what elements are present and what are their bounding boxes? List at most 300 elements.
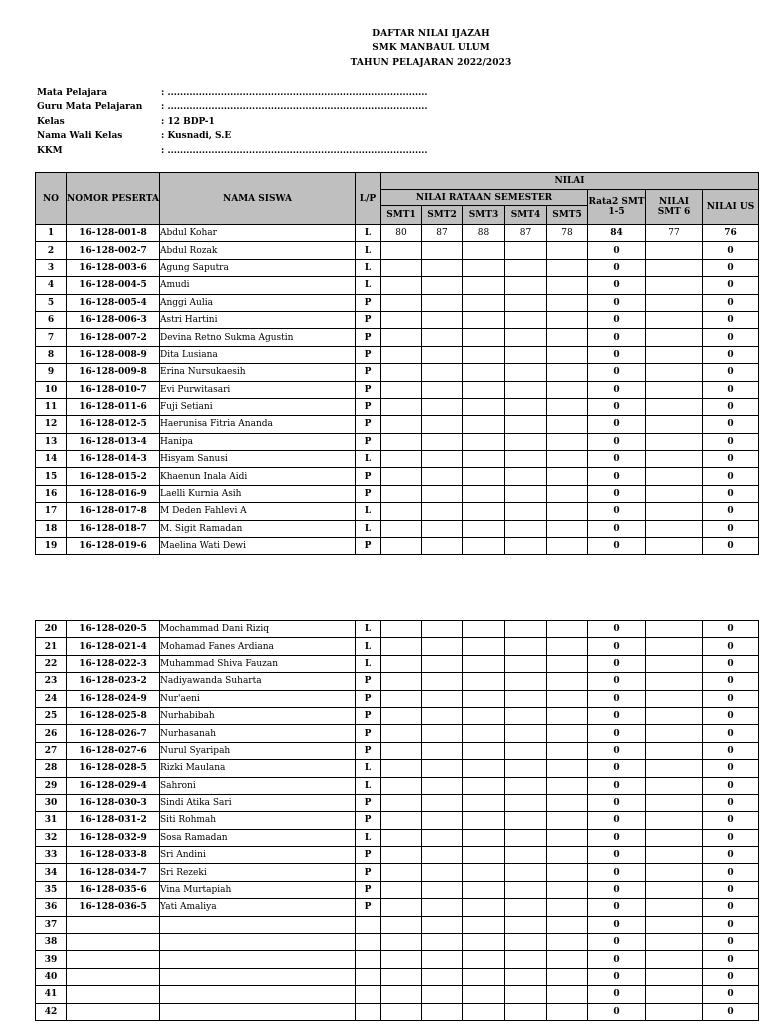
table-row [36, 951, 759, 968]
cell-rata2: 0 [588, 760, 646, 777]
header-smt1: SMT1 [381, 206, 422, 225]
cell-nomor-peserta: 16-128-033-8 [67, 847, 160, 864]
cell-smt2 [422, 899, 463, 916]
table-row [36, 986, 759, 1003]
cell-rata2: 0 [588, 812, 646, 829]
cell-smt4 [505, 951, 547, 968]
cell-nilai-smt6 [646, 760, 703, 777]
cell-smt1 [381, 259, 422, 276]
cell-nama-siswa: Dita Lusiana [160, 346, 356, 363]
cell-smt2 [422, 259, 463, 276]
cell-smt1 [381, 760, 422, 777]
table-row [36, 242, 759, 259]
cell-smt3 [463, 1003, 505, 1020]
cell-nama-siswa: Hisyam Sanusi [160, 451, 356, 468]
cell-no: 41 [36, 986, 67, 1003]
cell-rata2: 0 [588, 725, 646, 742]
cell-no: 29 [36, 777, 67, 794]
cell-smt4: 87 [505, 225, 547, 242]
cell-nama-siswa: Nur'aeni [160, 690, 356, 707]
cell-lp: L [356, 225, 381, 242]
cell-smt1 [381, 777, 422, 794]
cell-nilai-smt6 [646, 346, 703, 363]
cell-smt1 [381, 364, 422, 381]
cell-smt3 [463, 655, 505, 672]
cell-smt5 [547, 707, 588, 724]
cell-nama-siswa [160, 986, 356, 1003]
cell-smt4 [505, 812, 547, 829]
cell-smt3 [463, 864, 505, 881]
cell-lp: P [356, 864, 381, 881]
cell-lp: L [356, 520, 381, 537]
cell-nama-siswa: Yati Amaliya [160, 899, 356, 916]
cell-lp: P [356, 416, 381, 433]
cell-rata2: 0 [588, 242, 646, 259]
cell-smt5 [547, 638, 588, 655]
cell-nilai-us: 0 [703, 707, 759, 724]
cell-smt2 [422, 381, 463, 398]
cell-smt4 [505, 259, 547, 276]
info-label: Guru Mata Pelajaran [37, 102, 143, 113]
header-nama-siswa: NAMA SISWA [160, 173, 356, 225]
cell-smt1 [381, 638, 422, 655]
cell-no: 3 [36, 259, 67, 276]
cell-smt1 [381, 864, 422, 881]
cell-smt5 [547, 760, 588, 777]
cell-nama-siswa: Siti Rohmah [160, 812, 356, 829]
cell-nomor-peserta [67, 986, 160, 1003]
grades-table-page1 [35, 172, 759, 555]
cell-nomor-peserta: 16-128-034-7 [67, 864, 160, 881]
cell-rata2: 0 [588, 742, 646, 759]
cell-smt3 [463, 538, 505, 555]
cell-smt3 [463, 621, 505, 638]
cell-nama-siswa: M. Sigit Ramadan [160, 520, 356, 537]
cell-nilai-us: 0 [703, 485, 759, 502]
cell-nomor-peserta: 16-128-024-9 [67, 690, 160, 707]
cell-nomor-peserta: 16-128-021-4 [67, 638, 160, 655]
cell-smt1 [381, 829, 422, 846]
cell-smt1 [381, 934, 422, 951]
cell-smt2 [422, 881, 463, 898]
cell-smt1 [381, 433, 422, 450]
cell-lp: P [356, 433, 381, 450]
cell-no: 16 [36, 485, 67, 502]
cell-smt2 [422, 485, 463, 502]
cell-rata2: 0 [588, 916, 646, 933]
cell-smt4 [505, 329, 547, 346]
cell-lp [356, 934, 381, 951]
cell-lp: L [356, 760, 381, 777]
cell-rata2: 0 [588, 864, 646, 881]
cell-nilai-us: 0 [703, 621, 759, 638]
cell-smt1 [381, 655, 422, 672]
cell-smt2 [422, 812, 463, 829]
cell-nilai-us: 0 [703, 294, 759, 311]
cell-smt2 [422, 277, 463, 294]
cell-smt1 [381, 398, 422, 415]
table-row [36, 655, 759, 672]
cell-no: 40 [36, 968, 67, 985]
cell-nama-siswa: Sri Andini [160, 847, 356, 864]
cell-smt5 [547, 416, 588, 433]
cell-rata2: 0 [588, 520, 646, 537]
cell-nomor-peserta: 16-128-016-9 [67, 485, 160, 502]
cell-smt3 [463, 277, 505, 294]
cell-no: 36 [36, 899, 67, 916]
cell-smt5 [547, 329, 588, 346]
cell-lp: L [356, 503, 381, 520]
cell-nilai-smt6 [646, 242, 703, 259]
cell-smt3 [463, 416, 505, 433]
cell-lp: P [356, 847, 381, 864]
cell-smt3 [463, 294, 505, 311]
cell-nilai-smt6 [646, 881, 703, 898]
cell-nomor-peserta: 16-128-007-2 [67, 329, 160, 346]
cell-nama-siswa: Astri Hartini [160, 311, 356, 328]
cell-nama-siswa: Mochammad Dani Riziq [160, 621, 356, 638]
cell-smt3 [463, 638, 505, 655]
cell-smt2 [422, 934, 463, 951]
table-row [36, 329, 759, 346]
cell-lp: L [356, 621, 381, 638]
cell-rata2: 0 [588, 655, 646, 672]
cell-smt4 [505, 294, 547, 311]
cell-nilai-smt6 [646, 416, 703, 433]
cell-nomor-peserta: 16-128-004-5 [67, 277, 160, 294]
cell-smt1 [381, 899, 422, 916]
cell-smt5 [547, 829, 588, 846]
cell-smt4 [505, 829, 547, 846]
cell-smt4 [505, 381, 547, 398]
cell-rata2: 0 [588, 468, 646, 485]
cell-smt5 [547, 621, 588, 638]
cell-smt4 [505, 847, 547, 864]
cell-smt1 [381, 725, 422, 742]
cell-smt4 [505, 277, 547, 294]
table-row [36, 934, 759, 951]
cell-nilai-us: 0 [703, 520, 759, 537]
cell-nama-siswa: Abdul Rozak [160, 242, 356, 259]
cell-smt4 [505, 899, 547, 916]
cell-nama-siswa: Sindi Atika Sari [160, 794, 356, 811]
cell-smt2 [422, 433, 463, 450]
cell-smt5 [547, 690, 588, 707]
cell-smt1 [381, 311, 422, 328]
info-value: : ................................................................................... [161, 88, 428, 98]
cell-smt3 [463, 812, 505, 829]
cell-nomor-peserta [67, 934, 160, 951]
cell-smt5 [547, 916, 588, 933]
cell-rata2: 0 [588, 986, 646, 1003]
cell-smt5 [547, 742, 588, 759]
cell-smt3 [463, 468, 505, 485]
table-row [36, 899, 759, 916]
cell-nama-siswa: Evi Purwitasari [160, 381, 356, 398]
cell-lp: L [356, 259, 381, 276]
cell-smt4 [505, 742, 547, 759]
cell-no: 14 [36, 451, 67, 468]
cell-smt3 [463, 242, 505, 259]
cell-no: 21 [36, 638, 67, 655]
cell-rata2: 0 [588, 416, 646, 433]
grades-table-page2 [35, 620, 759, 1021]
cell-smt3 [463, 259, 505, 276]
cell-smt5 [547, 277, 588, 294]
cell-smt1 [381, 503, 422, 520]
cell-smt1 [381, 881, 422, 898]
cell-no: 9 [36, 364, 67, 381]
cell-lp: L [356, 777, 381, 794]
cell-smt1 [381, 621, 422, 638]
cell-no: 25 [36, 707, 67, 724]
cell-lp: P [356, 468, 381, 485]
cell-smt2 [422, 468, 463, 485]
cell-smt3 [463, 707, 505, 724]
cell-lp: P [356, 538, 381, 555]
cell-nama-siswa [160, 1003, 356, 1020]
cell-smt2 [422, 655, 463, 672]
cell-smt3 [463, 690, 505, 707]
cell-smt3 [463, 742, 505, 759]
cell-smt3 [463, 847, 505, 864]
cell-no: 30 [36, 794, 67, 811]
header-smt4: SMT4 [505, 206, 547, 225]
cell-smt5 [547, 951, 588, 968]
cell-smt4 [505, 485, 547, 502]
header-rata2: Rata2 SMT 1-5 [588, 190, 646, 225]
cell-smt2 [422, 986, 463, 1003]
cell-lp: P [356, 812, 381, 829]
cell-smt3 [463, 760, 505, 777]
cell-smt4 [505, 725, 547, 742]
cell-no: 42 [36, 1003, 67, 1020]
cell-smt5: 78 [547, 225, 588, 242]
cell-smt2 [422, 398, 463, 415]
table-row [36, 812, 759, 829]
cell-nilai-smt6 [646, 468, 703, 485]
cell-lp: P [356, 794, 381, 811]
cell-smt1 [381, 416, 422, 433]
cell-nomor-peserta: 16-128-018-7 [67, 520, 160, 537]
cell-smt1 [381, 294, 422, 311]
cell-nilai-smt6 [646, 1003, 703, 1020]
cell-nilai-us: 0 [703, 311, 759, 328]
cell-smt2: 87 [422, 225, 463, 242]
cell-smt1 [381, 690, 422, 707]
table-row [36, 503, 759, 520]
cell-smt2 [422, 690, 463, 707]
cell-rata2: 0 [588, 259, 646, 276]
info-value: : ................................................................................... [161, 102, 428, 113]
cell-smt2 [422, 707, 463, 724]
cell-smt3 [463, 346, 505, 363]
cell-nama-siswa: Abdul Kohar [160, 225, 356, 242]
table-row [36, 346, 759, 363]
cell-smt2 [422, 847, 463, 864]
cell-nilai-smt6 [646, 742, 703, 759]
cell-no: 17 [36, 503, 67, 520]
cell-nama-siswa: Muhammad Shiva Fauzan [160, 655, 356, 672]
cell-smt2 [422, 621, 463, 638]
cell-rata2: 0 [588, 777, 646, 794]
table-row [36, 621, 759, 638]
table-row [36, 638, 759, 655]
cell-smt2 [422, 742, 463, 759]
info-label: Nama Wali Kelas [37, 131, 123, 142]
cell-nilai-us: 0 [703, 951, 759, 968]
cell-rata2: 0 [588, 329, 646, 346]
document-title: DAFTAR NILAI IJAZAH [372, 29, 490, 39]
cell-nilai-us: 0 [703, 777, 759, 794]
cell-no: 37 [36, 916, 67, 933]
cell-lp [356, 1003, 381, 1020]
cell-no: 6 [36, 311, 67, 328]
cell-rata2: 0 [588, 934, 646, 951]
cell-smt4 [505, 968, 547, 985]
cell-smt3: 88 [463, 225, 505, 242]
cell-nomor-peserta: 16-128-013-4 [67, 433, 160, 450]
header-nilai-us: NILAI US [703, 190, 759, 225]
cell-rata2: 0 [588, 381, 646, 398]
cell-smt4 [505, 416, 547, 433]
cell-nama-siswa: Anggi Aulia [160, 294, 356, 311]
cell-smt2 [422, 760, 463, 777]
cell-nama-siswa: Haerunisa Fitria Ananda [160, 416, 356, 433]
cell-nilai-us: 0 [703, 503, 759, 520]
cell-nilai-smt6 [646, 951, 703, 968]
cell-smt2 [422, 829, 463, 846]
cell-nomor-peserta: 16-128-003-6 [67, 259, 160, 276]
cell-no: 11 [36, 398, 67, 415]
cell-smt1 [381, 538, 422, 555]
info-value: : 12 BDP-1 [161, 116, 215, 127]
cell-lp: L [356, 277, 381, 294]
cell-smt3 [463, 311, 505, 328]
table-row [36, 259, 759, 276]
cell-smt4 [505, 707, 547, 724]
cell-nilai-us: 0 [703, 725, 759, 742]
cell-nama-siswa: Sahroni [160, 777, 356, 794]
cell-lp [356, 916, 381, 933]
cell-nomor-peserta: 16-128-009-8 [67, 364, 160, 381]
cell-nilai-us: 0 [703, 242, 759, 259]
cell-no: 32 [36, 829, 67, 846]
cell-smt5 [547, 881, 588, 898]
cell-nilai-smt6 [646, 777, 703, 794]
cell-smt2 [422, 638, 463, 655]
header-smt5: SMT5 [547, 206, 588, 225]
header-lp: L/P [356, 173, 381, 225]
cell-smt5 [547, 364, 588, 381]
cell-lp: P [356, 673, 381, 690]
cell-no: 31 [36, 812, 67, 829]
cell-no: 7 [36, 329, 67, 346]
cell-nomor-peserta: 16-128-035-6 [67, 881, 160, 898]
cell-lp: L [356, 655, 381, 672]
cell-smt1 [381, 812, 422, 829]
info-label: Kelas [37, 116, 65, 127]
cell-rata2: 0 [588, 433, 646, 450]
cell-nilai-us: 0 [703, 794, 759, 811]
cell-rata2: 0 [588, 968, 646, 985]
cell-nilai-smt6 [646, 503, 703, 520]
table-row [36, 777, 759, 794]
cell-nilai-smt6 [646, 364, 703, 381]
cell-rata2: 0 [588, 621, 646, 638]
cell-nomor-peserta: 16-128-019-6 [67, 538, 160, 555]
cell-smt3 [463, 899, 505, 916]
cell-smt4 [505, 311, 547, 328]
cell-nilai-smt6 [646, 259, 703, 276]
cell-nama-siswa: Amudi [160, 277, 356, 294]
cell-smt4 [505, 621, 547, 638]
cell-rata2: 84 [588, 225, 646, 242]
cell-nilai-smt6 [646, 398, 703, 415]
cell-nilai-smt6 [646, 794, 703, 811]
table-row [36, 311, 759, 328]
cell-smt3 [463, 916, 505, 933]
cell-nilai-smt6 [646, 520, 703, 537]
cell-rata2: 0 [588, 277, 646, 294]
cell-smt5 [547, 346, 588, 363]
cell-nilai-smt6 [646, 829, 703, 846]
cell-smt5 [547, 1003, 588, 1020]
cell-smt4 [505, 760, 547, 777]
cell-smt2 [422, 916, 463, 933]
cell-nilai-smt6 [646, 812, 703, 829]
table-row [36, 847, 759, 864]
cell-smt2 [422, 673, 463, 690]
cell-nilai-us: 0 [703, 416, 759, 433]
cell-smt1 [381, 277, 422, 294]
cell-nilai-us: 0 [703, 1003, 759, 1020]
cell-smt5 [547, 294, 588, 311]
cell-smt3 [463, 673, 505, 690]
cell-nilai-us: 0 [703, 259, 759, 276]
cell-smt5 [547, 655, 588, 672]
table-row [36, 760, 759, 777]
cell-nilai-us: 0 [703, 398, 759, 415]
cell-nama-siswa: Sri Rezeki [160, 864, 356, 881]
cell-rata2: 0 [588, 346, 646, 363]
cell-smt2 [422, 451, 463, 468]
cell-nomor-peserta: 16-128-012-5 [67, 416, 160, 433]
cell-rata2: 0 [588, 829, 646, 846]
cell-smt3 [463, 381, 505, 398]
cell-smt2 [422, 346, 463, 363]
cell-nilai-smt6 [646, 485, 703, 502]
cell-rata2: 0 [588, 503, 646, 520]
cell-smt2 [422, 311, 463, 328]
cell-rata2: 0 [588, 294, 646, 311]
cell-smt4 [505, 690, 547, 707]
table-row [36, 294, 759, 311]
cell-no: 22 [36, 655, 67, 672]
cell-nomor-peserta: 16-128-017-8 [67, 503, 160, 520]
cell-smt2 [422, 503, 463, 520]
cell-rata2: 0 [588, 673, 646, 690]
cell-no: 39 [36, 951, 67, 968]
cell-nilai-us: 0 [703, 899, 759, 916]
cell-nilai-us: 0 [703, 346, 759, 363]
cell-nama-siswa [160, 968, 356, 985]
cell-no: 8 [36, 346, 67, 363]
cell-smt2 [422, 538, 463, 555]
cell-smt1 [381, 468, 422, 485]
cell-smt1 [381, 451, 422, 468]
cell-nomor-peserta: 16-128-030-3 [67, 794, 160, 811]
